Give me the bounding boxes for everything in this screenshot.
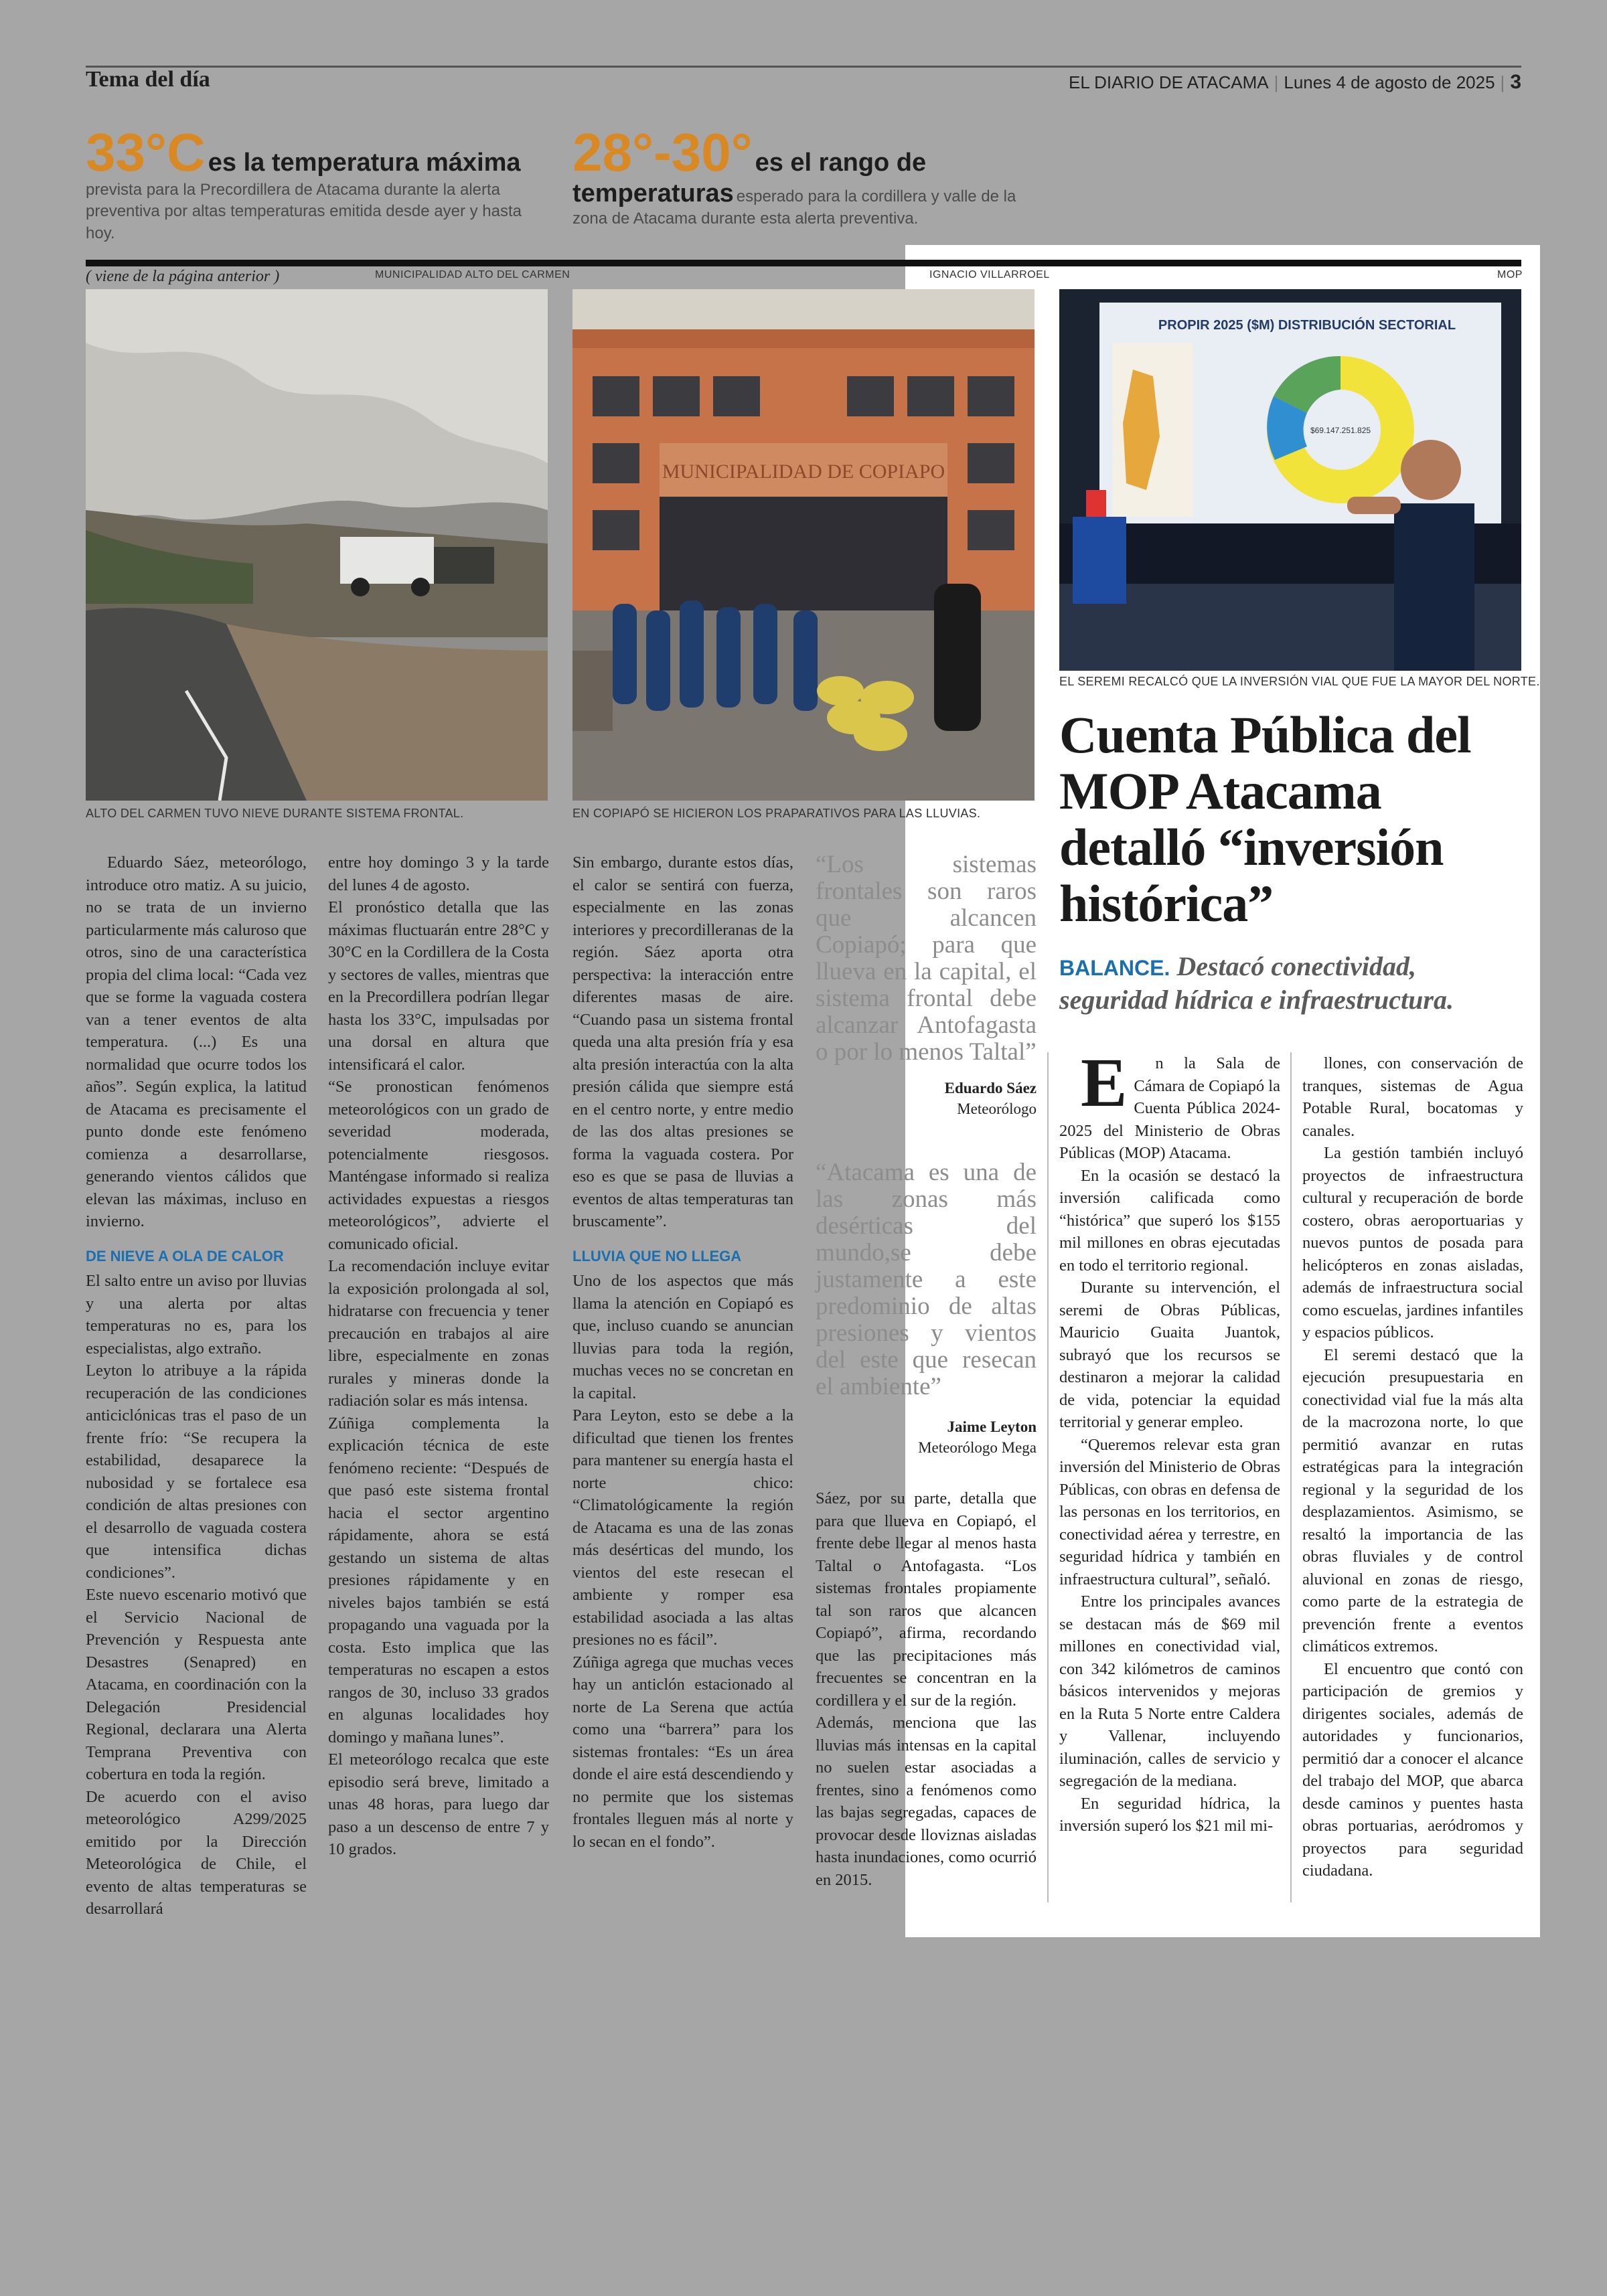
subheading: DE NIEVE A OLA DE CALOR: [86, 1247, 284, 1264]
paragraph: Eduardo Sáez, meteorólogo, introduce otro matiz. A su juicio, no se trata de un invierno particularmente más caluroso que otros, sino de una característica propia del clima local: “Cada vez que se forme la vaguada costera van a tener eventos de alta temperatura. (...) Es una normalidad que ocurre todos los años”. Según explica, la latitud de Atacama es precisamente el punto donde este fenómeno comienza a desarrollarse, generando vientos cálidos que elevan las máximas, incluso en invierno.: [86, 853, 307, 1230]
photo-municipality-building: [572, 289, 1035, 801]
paragraph: El pronóstico detalla que las máximas fluctuarán entre 28°C y 30°C en la Cordillera de la Costa y sectores de valles, mientras que en la Precordillera podrían llegar hasta los 33°C, impulsadas por una dorsal en altura que intensificará el calor.: [328, 898, 549, 1074]
paragraph: Uno de los aspectos que más llama la atención en Copiapó es que, incluso cuando se anuncian lluvias para toda la región, muchas veces no se concretan en la capital.: [572, 1272, 793, 1402]
stat-block-1: [86, 122, 554, 244]
paragraph: El encuentro que contó con participación de gremios y dirigentes sociales, además de autoridades y funcionarios, permitió dar a conocer el alcance del trabajo del MOP, que abarca desde caminos y puentes hasta obras portuarias, aeródromos y proyectos para seguridad ciudadana.: [1302, 1659, 1523, 1880]
photo-snowy-mountain-road: [86, 289, 548, 801]
paragraph: “Queremos relevar esta gran inversión del Ministerio de Obras Públicas, con obras en defensa de las personas en los territorios, en conectividad aérea y terrestre, en seguridad hídrica y también en infraestructura cultural”, señaló.: [1059, 1435, 1280, 1588]
text-column-2: [328, 851, 549, 1861]
quote-author-2: [816, 1416, 1037, 1458]
stat-block-2: [572, 122, 1035, 230]
paragraph: La recomendación incluye evitar la exposición prolongada al sol, hidratarse con frecuencia y tener precaución en trabajos al aire libre, especialmente en zonas rurales y mineras donde la radiación solar es más intensa.: [328, 1257, 549, 1410]
paragraph: Este nuevo escenario motivó que el Servicio Nacional de Prevención y Respuesta ante Desastres (Senapred) en Atacama, en coordinación con la Delegación Presidencial Regional, declarara una Alerta Temprana Preventiva con cobertura en toda la región.: [86, 1586, 307, 1783]
stat-text-2: esperado para la cordillera y valle de la zona de Atacama durante esta alerta preventiva.: [572, 187, 1016, 228]
pull-quote-1: “Los sistemas frontales son raros que alcancen Copiapó; para que llueva en la capital, el sistema frontal debe alcanzar Antofagasta o por lo menos Taltal”: [816, 851, 1037, 1066]
masthead: EL DIARIO DE ATACAMA | Lunes 4 de agosto de 2025 | 3: [1069, 71, 1521, 93]
paragraph: llones, con conservación de tranques, sistemas de Agua Potable Rural, bocatomas y canales.: [1302, 1054, 1523, 1140]
donut-center-label: $69.147.251.825: [1310, 426, 1371, 435]
deck-kicker: BALANCE.: [1059, 956, 1170, 980]
photo-caption-2: EN COPIAPÓ SE HICIERON LOS PRAPARATIVOS PARA LAS LLUVIAS.: [572, 807, 981, 820]
paragraph: Leyton lo atribuye a la rápida recuperación de las condiciones anticiclónicas tras el paso de un frente frío: “Se recupera la estabilidad, desaparece la nubosidad y se fortalece esa condición de altas presiones con el desarrollo de vaguada costera que intensifica dichas condiciones”.: [86, 1362, 307, 1582]
paragraph: “Se pronostican fenómenos meteorológicos con un grado de severidad moderada, potencialmente riesgosos. Manténgase informado si realiza actividades expuestas a riesgos meteorológicos”, advierte el comunicado oficial.: [328, 1078, 549, 1253]
quote-author-role: Meteorólogo: [957, 1100, 1037, 1117]
paragraph: [1059, 1044, 1280, 1165]
stat-lead-1: es la temperatura máxima: [208, 149, 521, 177]
issue-date: Lunes 4 de agosto de 2025: [1284, 72, 1495, 92]
quote-author-name: Eduardo Sáez: [944, 1080, 1037, 1096]
quote-author-1: [816, 1078, 1037, 1119]
deck-text: Destacó conectividad, seguridad hídrica e infraestructura.: [1059, 951, 1454, 1015]
paragraph: Sin embargo, durante estos días, el calor se sentirá con fuerza, especialmente en las zonas interiores y precordilleranas de la región. Sáez aporta otra perspectiva: la interacción entre diferentes masas de aire. “Cuando pasa un sistema frontal queda una alta presión fría y esa alta presión interactúa con la alta presión cálida que siempre está en el centro norte, y entre medio de las dos altas presiones se forma la vaguada costera. Por eso es que se pasa de lluvias a eventos de altas temperaturas tan bruscamente”.: [572, 853, 793, 1230]
paragraph: La gestión también incluyó proyectos de infraestructura cultural y recuperación de borde costero, obras aeroportuarias y nuevos puntos de posada para helicópteros en zonas aisladas, además de infraestructura social como escuelas, jardines infantiles y espacios públicos.: [1302, 1144, 1523, 1341]
section-bar: [86, 260, 1521, 266]
photo-conference-presentation: [1059, 289, 1521, 671]
photo-credit-2: IGNACIO VILLARROEL: [929, 269, 1050, 280]
article-column-1: [1059, 1044, 1280, 1837]
drop-cap: E: [1081, 1044, 1128, 1121]
paragraph: Zúñiga complementa la explicación técnica de este fenómeno reciente: “Después de que pasó este sistema frontal hacia el sector argentino rápidamente, ahora se está gestando un sistema de altas presiones rápidamente y en niveles bajos también se está propagando una vaguada por la costa. Esto implica que las temperaturas no escapen a estos rangos de 30, incluso 33 grados en algunas localidades hoy domingo y mañana lunes”.: [328, 1414, 549, 1746]
paragraph: De acuerdo con el aviso meteorológico A299/2025 emitido por la Dirección Meteorológica de Chile, el evento de altas temperaturas se desarrollará: [86, 1787, 307, 1918]
page-number: 3: [1510, 71, 1521, 93]
building-sign: MUNICIPALIDAD DE COPIAPO: [662, 461, 945, 483]
paragraph: Para Leyton, esto se debe a la dificultad que tienen los frentes para mantener su energía hasta el norte chico: “Climatológicamente la región de Atacama es una de las zonas más desérticas del mundo, los vientos del este resecan el ambiente y romper esa estabilidad asociada a las altas presiones no es fácil”.: [572, 1406, 793, 1649]
paragraph: Además, menciona que las lluvias más intensas en la capital no suelen estar asociadas a frentes, sino a fenómenos como las bajas segregadas, capaces de provocar desde lloviznas aisladas hasta inundaciones, como ocurrió en 2015.: [816, 1714, 1037, 1889]
header-rule: [86, 66, 1521, 68]
text-column-3: [572, 851, 793, 1853]
quote-author-role: Meteorólogo Mega: [918, 1439, 1037, 1456]
text-column-4: [816, 851, 1037, 1891]
stat-text-1: prevista para la Precordillera de Atacama durante la alerta preventiva por altas temperaturas emitida desde ayer y hasta hoy.: [86, 181, 522, 242]
photo-caption-1: ALTO DEL CARMEN TUVO NIEVE DURANTE SISTEMA FRONTAL.: [86, 807, 464, 820]
column-divider: [1290, 1052, 1292, 1902]
stat-value-1: 33°C: [86, 122, 206, 182]
newspaper-name: EL DIARIO DE ATACAMA: [1069, 72, 1269, 92]
slide-title: PROPIR 2025 ($M) DISTRIBUCIÓN SECTORIAL: [1158, 318, 1456, 333]
column-divider: [1047, 1052, 1049, 1902]
paragraph: En seguridad hídrica, la inversión superó los $21 mil mi-: [1059, 1794, 1280, 1835]
quote-author-name: Jaime Leyton: [947, 1418, 1037, 1435]
photo-credit-3: MOP: [1497, 269, 1523, 280]
paragraph: Sáez, por su parte, detalla que para que llueva en Copiapó, el frente debe llegar al menos hasta Taltal o Antofagasta. “Los sistemas frontales propiamente tal son raros que alcancen Copiapó”, afirma, recordando que las precipitaciones más frecuentes se concentran en la cordillera y el sur de la región.: [816, 1489, 1037, 1710]
section-label: Tema del día: [86, 67, 210, 92]
paragraph: Durante su intervención, el seremi de Obras Públicas, Mauricio Guaita Juantok, subrayó que los recursos se destinaron a mejorar la calidad de vida, potenciar la equidad territorial y generar empleo.: [1059, 1279, 1280, 1431]
photo-caption-3: EL SEREMI RECALCÓ QUE LA INVERSIÓN VIAL QUE FUE LA MAYOR DEL NORTE.: [1059, 675, 1540, 688]
article-column-2: [1302, 1052, 1523, 1882]
article-headline: Cuenta Pública del MOP Atacama detalló “inversión histórica”: [1059, 706, 1471, 932]
text-column-1: [86, 851, 307, 1920]
photo-credit-1: MUNICIPALIDAD ALTO DEL CARMEN: [375, 269, 570, 280]
paragraph: El seremi destacó que la ejecución presupuestaria en conectividad vial fue la más alta de la macrozona norte, lo que permitió avanzar en rutas estratégicas para la integración regional y la seguridad de los desplazamientos. Asimismo, se resaltó la importancia de las obras fluviales y de control aluvional en zonas de riesgo, como parte de la estrategia de prevención frente a eventos climáticos extremos.: [1302, 1345, 1523, 1655]
article-deck: [1059, 951, 1521, 1016]
paragraph: El salto entre un aviso por lluvias y una alerta por altas temperaturas no es, para los especialistas, algo extraño.: [86, 1272, 307, 1358]
paragraph-text: n la Sala de Cámara de Copiapó la Cuenta Pública 2024-2025 del Ministerio de Obras Públicas (MOP) Atacama.: [1059, 1054, 1280, 1162]
paragraph: En la ocasión se destacó la inversión calificada como “histórica” que superó los $155 mil millones en obras ejecutadas en todo el territorio regional.: [1059, 1166, 1280, 1275]
paragraph: Entre los principales avances se destacan más de $69 mil millones en conectividad vial, con 342 kilómetros de caminos básicos intervenidos y mejoras en la Ruta 5 Norte entre Caldera y Vallenar, incluyendo iluminación, calles de servicio y segregación de la mediana.: [1059, 1592, 1280, 1790]
continued-note: ( viene de la página anterior ): [86, 268, 280, 285]
paragraph: entre hoy domingo 3 y la tarde del lunes 4 de agosto.: [328, 853, 549, 894]
pull-quote-2: “Atacama es una de las zonas más desérticas del mundo,se debe justamente a este predominio de altas presiones y vientos del este que resecan el ambiente”: [816, 1159, 1037, 1400]
subheading: LLUVIA QUE NO LLEGA: [572, 1247, 742, 1264]
paragraph: El meteorólogo recalca que este episodio será breve, limitado a unas 48 horas, para luego dar paso a un descenso de entre 7 y 10 grados.: [328, 1750, 549, 1858]
stat-lead-2: es el rango de temperaturas: [572, 149, 927, 208]
stat-value-2: 28°-30°: [572, 122, 753, 182]
paragraph: Zúñiga agrega que muchas veces hay un anticlón estacionado al norte de La Serena que actúa como una “barrera” para los sistemas frontales: “Es un área donde el aire está descendiendo y no permite que los sistemas frontales lleguen más al norte y lo secan en el fondo”.: [572, 1653, 793, 1851]
